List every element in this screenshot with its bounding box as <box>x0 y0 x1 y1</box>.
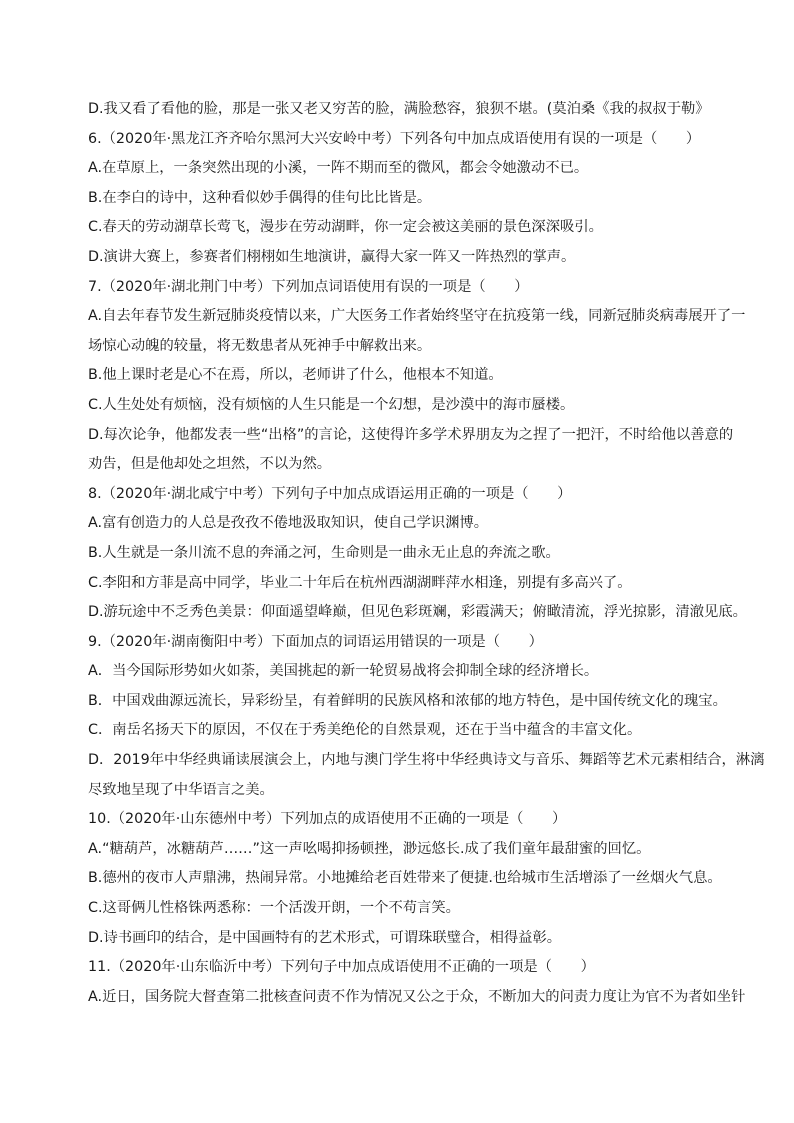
option-a: A.“糖葫芦，冰糖葫芦……”这一声吆喝抑扬顿挫，渺远悠长.成了我们童年最甜蜜的回忆。 <box>88 840 651 857</box>
option-a-continued: 场惊心动魄的较量，将无数患者从死神手中解救出来。 <box>88 337 432 354</box>
question-heading: 11.（2020年·山东临沂中考）下列句子中加点成语使用不正确的一项是（ ） <box>88 959 595 976</box>
option-c: C.春天的劳动湖草长莺飞，漫步在劳动湖畔，你一定会被这美丽的景色深深吸引。 <box>88 219 603 236</box>
option-b: B.人生就是一条川流不息的奔涌之河，生命则是一曲永无止息的奔流之歌。 <box>88 544 560 561</box>
option-c: C．南岳名扬天下的原因，不仅在于秀美绝伦的自然景观，还在于当中蕴含的丰富文化。 <box>88 722 642 739</box>
option-a: A.近日，国务院大督查第二批核查问责不作为情况又公之于众，不断加大的问责力度让为官不为者如坐针 <box>88 988 746 1005</box>
option-d: D.诗书画印的结合，是中国画特有的艺术形式，可谓珠联璧合，相得益彰。 <box>88 929 562 946</box>
option-b: B.他上课时老是心不在焉，所以，老师讲了什么，他根本不知道。 <box>88 367 503 384</box>
question-heading: 7.（2020年·湖北荆门中考）下列加点词语使用有误的一项是（ ） <box>88 278 529 295</box>
option-b: B．中国戏曲源远流长，异彩纷呈，有着鲜明的民族风格和浓郁的地方特色，是中国传统文化的瑰宝。 <box>88 692 727 709</box>
option-d: D.演讲大赛上，参赛者们栩栩如生地演讲，赢得大家一阵又一阵热烈的掌声。 <box>88 248 576 265</box>
question-heading: 10.（2020年·山东德州中考）下列加点的成语使用不正确的一项是（ ） <box>88 811 567 828</box>
option-b: B.德州的夜市人声鼎沸，热闹异常。小地摊给老百姓带来了便捷.也给城市生活增添了一丝烟火气息。 <box>88 870 722 887</box>
option-b: B.在李白的诗中，这种看似妙手偶得的佳句比比皆是。 <box>88 189 432 206</box>
option-c: C.李阳和方菲是高中同学，毕业二十年后在杭州西湖湖畔萍水相逢，别提有多高兴了。 <box>88 574 632 591</box>
question-heading: 6.（2020年·黑龙江齐齐哈尔黑河大兴安岭中考）下列各句中加点成语使用有误的一项是（ ） <box>88 130 701 147</box>
option-d-continued: 尽致地呈现了中华语言之美。 <box>88 781 274 798</box>
option-c: C.人生处处有烦恼，没有烦恼的人生只能是一个幻想，是沙漠中的海市蜃楼。 <box>88 396 575 413</box>
option-a: A．当今国际形势如火如荼，美国挑起的新一轮贸易战将会抑制全球的经济增长。 <box>88 663 599 680</box>
text-line: D.我又看了看他的脸，那是一张又老又穷苦的脸，满脸愁容，狼狈不堪。(莫泊桑《我的叔叔于勒》 <box>88 101 710 117</box>
option-d: D.每次论争，他都发表一些“出格”的言论，这使得许多学术界朋友为之捏了一把汗，不时给他以善意的 <box>88 426 734 443</box>
option-a: A.在草原上，一条突然出现的小溪，一阵不期而至的微风，都会令她激动不已。 <box>88 160 589 177</box>
option-d: D．2019年中华经典诵读展演会上，内地与澳门学生将中华经典诗文与音乐、舞蹈等艺术元素相结合，淋漓 <box>88 752 765 769</box>
option-a: A.富有创造力的人总是孜孜不倦地汲取知识，使自己学识渊博。 <box>88 515 489 532</box>
document-page <box>88 95 765 1012</box>
option-d-continued: 劝告，但是他却处之坦然，不以为然。 <box>88 456 332 473</box>
option-a: A.自去年春节发生新冠肺炎疫情以来，广大医务工作者始终坚守在抗疫第一线，同新冠肺炎病毒展开了一 <box>88 308 746 325</box>
question-heading: 9.（2020年·湖南衡阳中考）下面加点的词语运用错误的一项是（ ） <box>88 633 543 650</box>
option-d: D.游玩途中不乏秀色美景：仰面遥望峰巅，但见色彩斑斓，彩霞满天；俯瞰清流，浮光掠影，清澈见底。 <box>88 604 747 621</box>
question-heading: 8.（2020年·湖北咸宁中考）下列句子中加点成语运用正确的一项是（ ） <box>88 485 572 502</box>
option-c: C.这哥俩儿性格铢两悉称：一个活泼开朗，一个不苟言笑。 <box>88 900 460 917</box>
